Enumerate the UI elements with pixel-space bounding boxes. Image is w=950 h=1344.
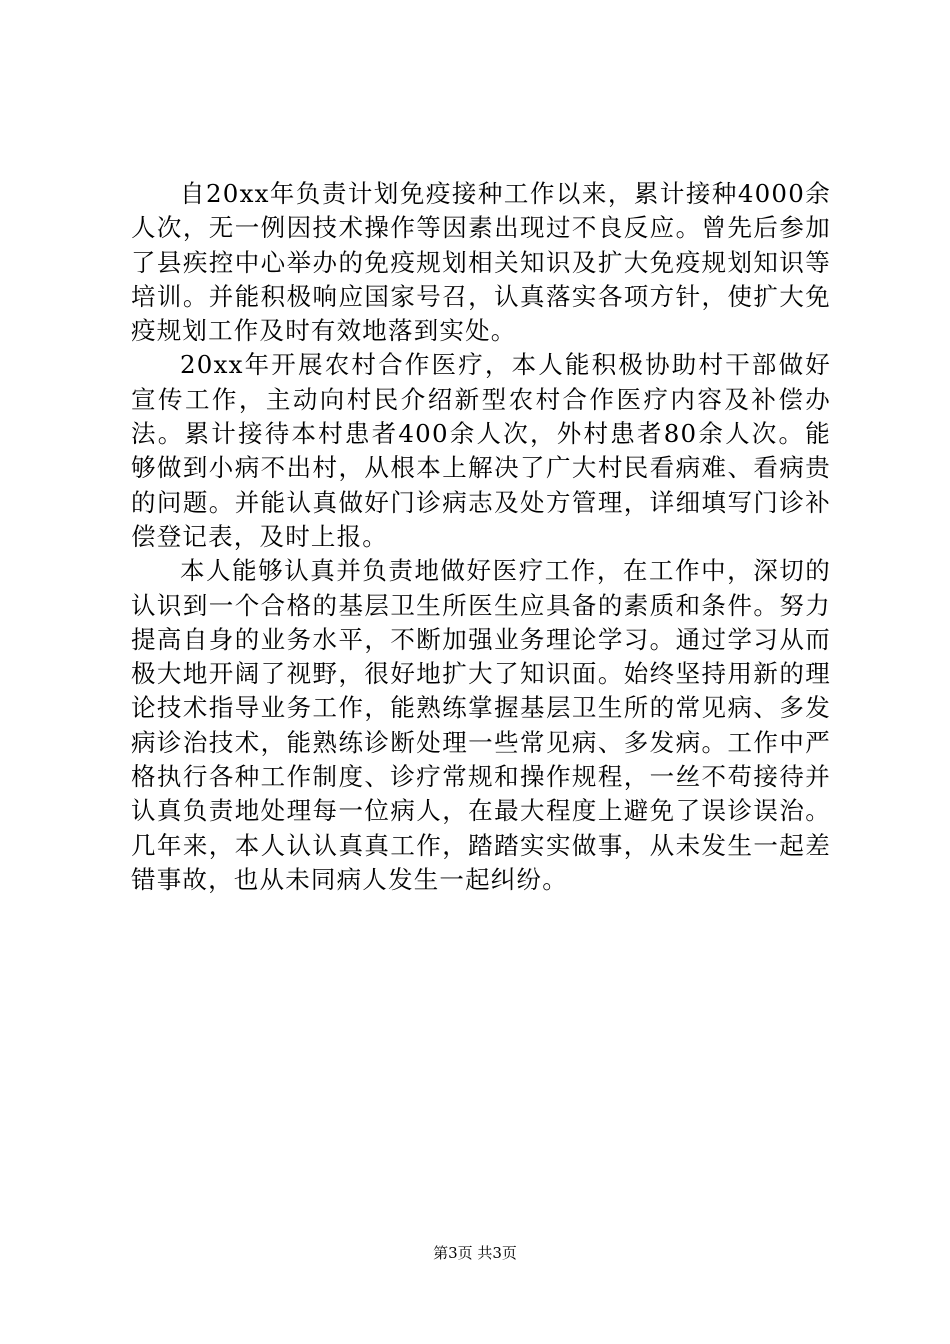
paragraph-medical-work: 本人能够认真并负责地做好医疗工作，在工作中，深切的认识到一个合格的基层卫生所医生应具备的素质和条件。努力提高自身的业务水平，不断加强业务理论学习。通过学习从而极大地开阔了视野，很好地扩大了知识面。始终坚持用新的理论技术指导业务工作，能熟练掌握基层卫生所的常见病、多发病诊治技术，能熟练诊断处理一些常见病、多发病。工作中严格执行各种工作制度、诊疗常规和操作规程，一丝不苟接待并认真负责地处理每一位病人，在最大程度上避免了误诊误治。几年来，本人认认真真工作，踏踏实实做事，从未发生一起差错事故，也从未同病人发生一起纠纷。: [131, 556, 831, 894]
page-footer: 第3页 共3页: [433, 1244, 517, 1262]
paragraph-cooperative-medical: 20xx年开展农村合作医疗，本人能积极协助村干部做好宣传工作，主动向村民介绍新型农村合作医疗内容及补偿办法。累计接待本村患者400余人次，外村患者80余人次。能够做到小病不出村，从根本上解决了广大村民看病难、看病贵的问题。并能认真做好门诊病志及处方管理，详细填写门诊补偿登记表，及时上报。: [131, 350, 831, 551]
document-body: [131, 177, 831, 897]
paragraph-immunization: 自20xx年负责计划免疫接种工作以来，累计接种4000余人次，无一例因技术操作等因素出现过不良反应。曾先后参加了县疾控中心举办的免疫规划相关知识及扩大免疫规划知识等培训。并能积极响应国家号召，认真落实各项方针，使扩大免疫规划工作及时有效地落到实处。: [131, 179, 831, 346]
